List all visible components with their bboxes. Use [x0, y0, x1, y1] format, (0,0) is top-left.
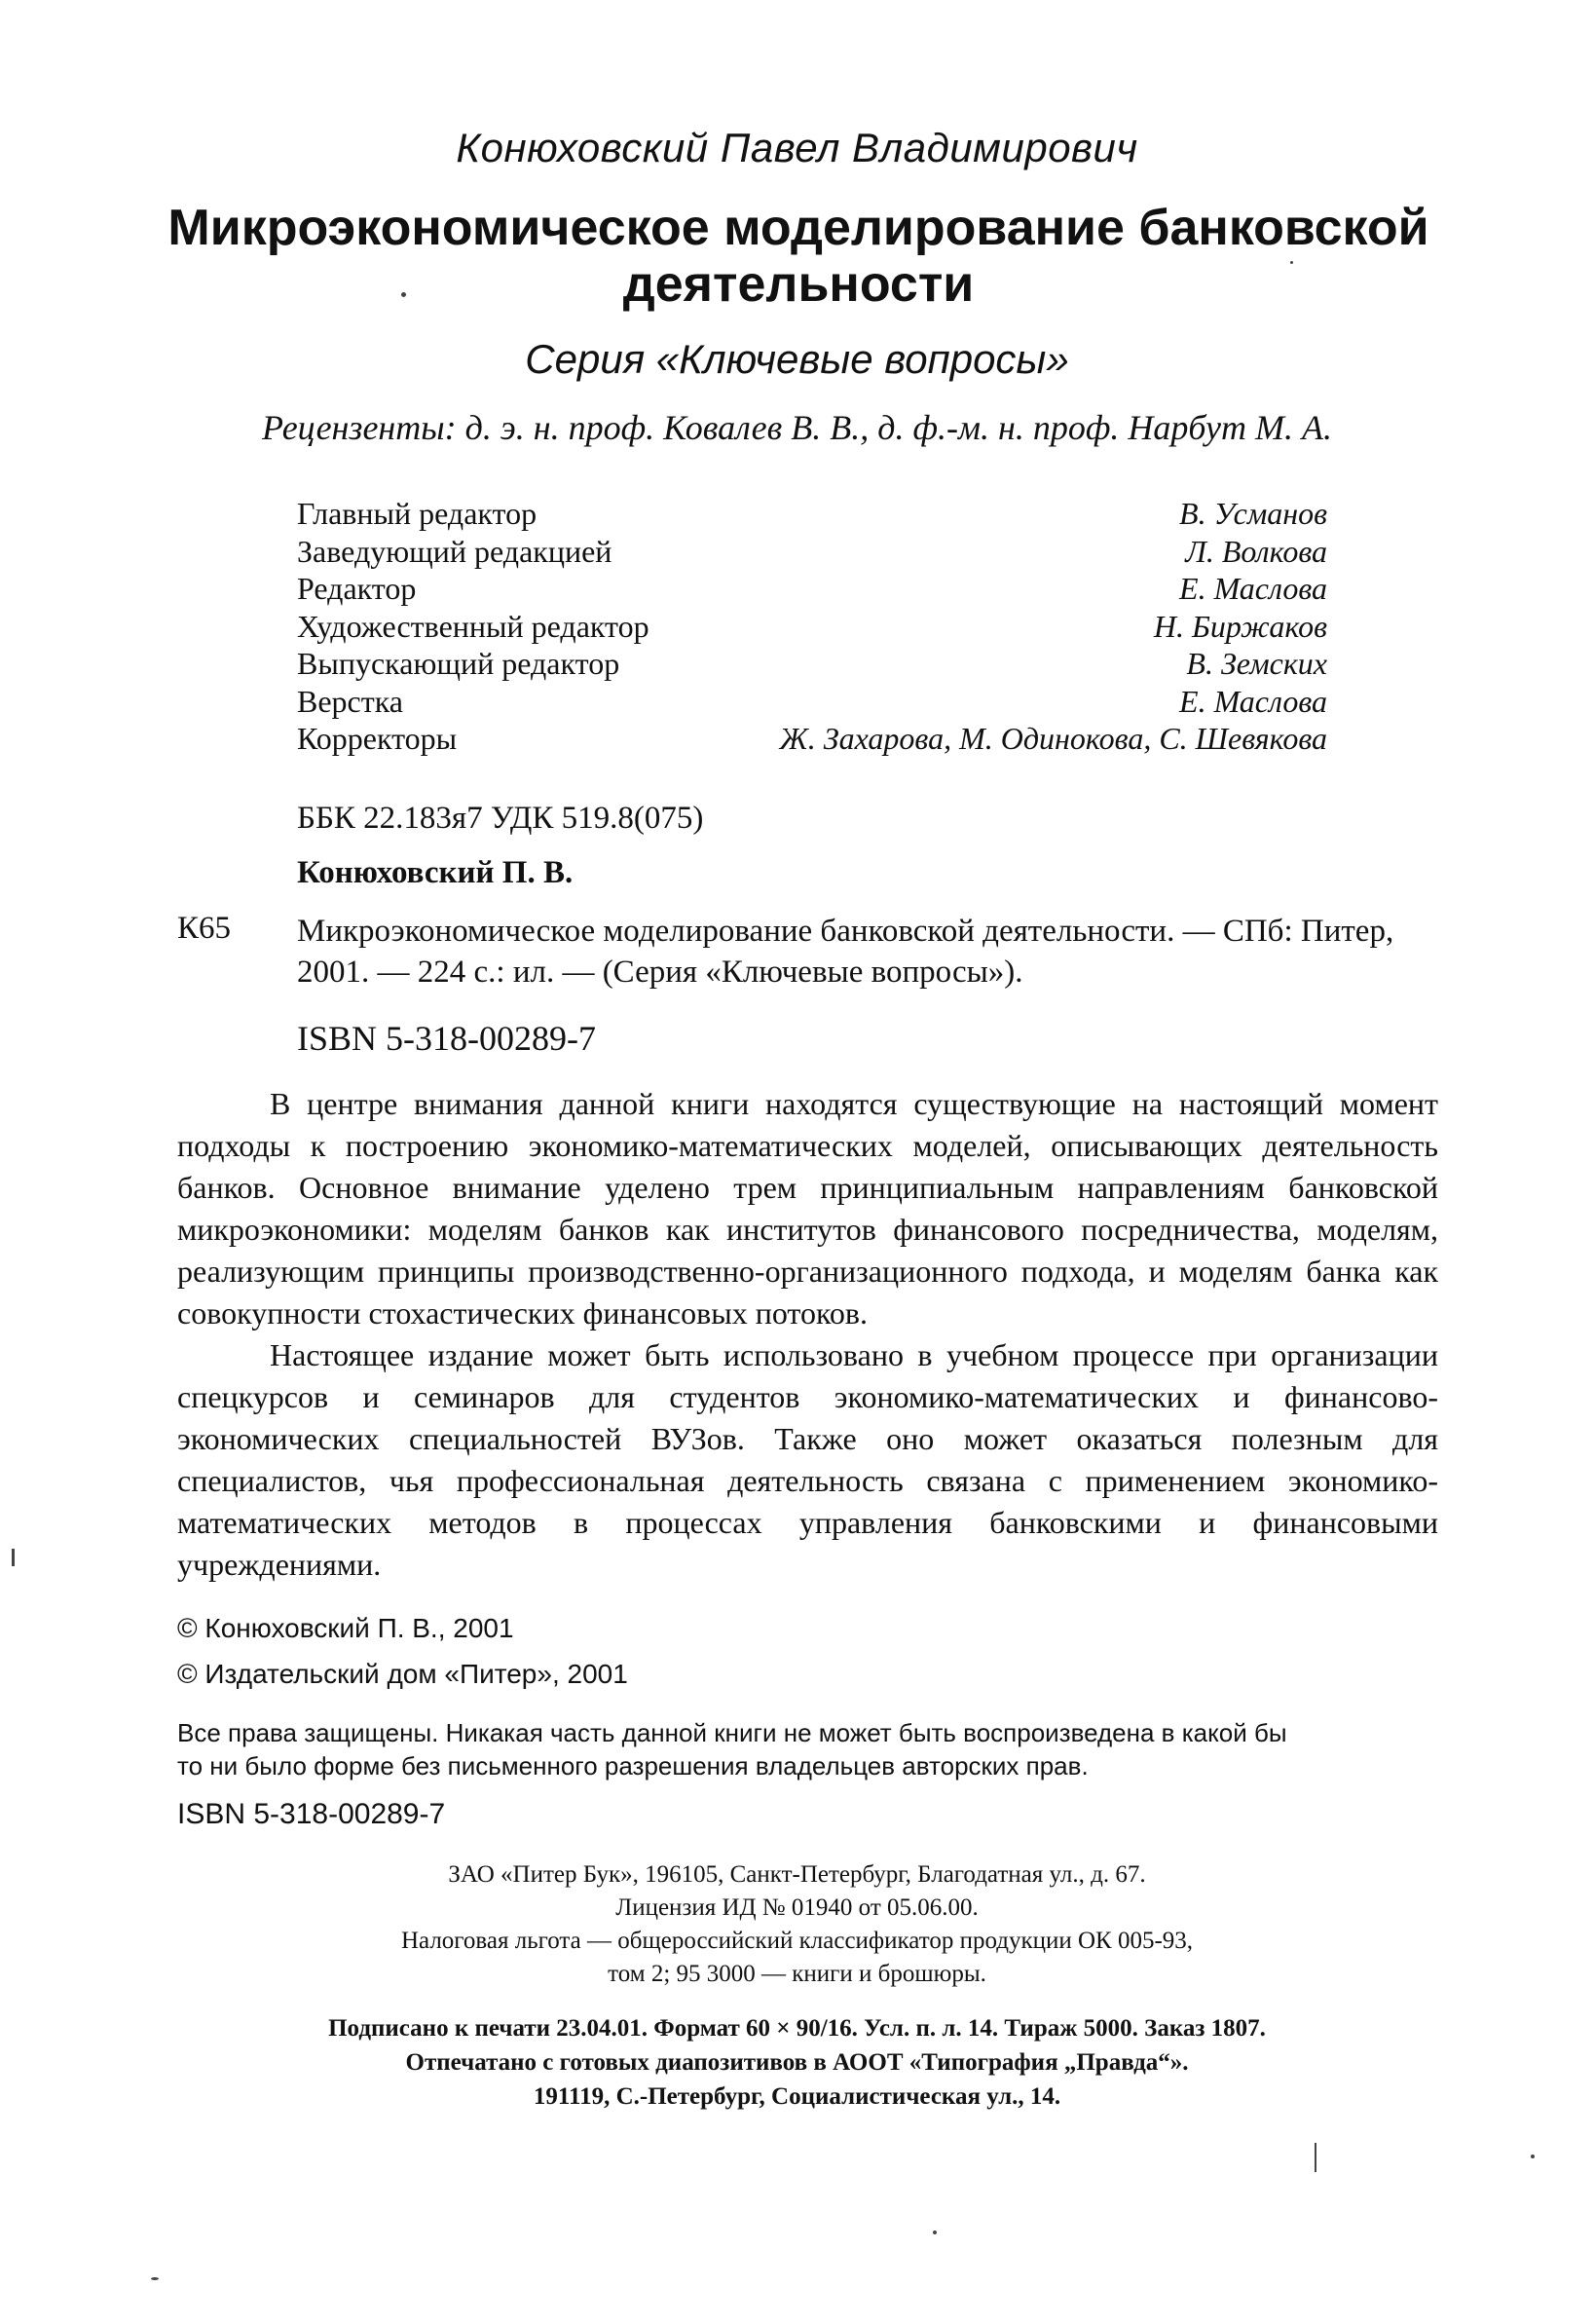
- publisher-line: Налоговая льгота — общероссийский классификатор продукции ОК 005-93,: [400, 1928, 1194, 1954]
- publisher-line: том 2; 95 3000 — книги и брошюры.: [608, 1961, 986, 1987]
- credit-row: [297, 683, 1327, 721]
- rights-line: то ни было форме без письменного разрешения владельцев авторских прав.: [177, 1751, 1089, 1780]
- abstract-paragraph: Настоящее издание может быть использовано в учебном процессе при организации спецкурсов и семинаров для студентов экономико-математических и финансово-экономических специальностей ВУЗов. Также оно может оказаться полезным для специалистов, чья профессиональная деятельность связана с применением экономико-математических методов в процессах управления банковскими и финансовыми учреждениями.: [177, 1337, 1438, 1582]
- credit-role: Заведующий редакцией: [297, 533, 612, 569]
- credit-name: Е. Маслова: [1179, 683, 1327, 719]
- print-info: [0, 2011, 1594, 2114]
- scan-speck: [1290, 261, 1293, 264]
- credit-role: Редактор: [297, 571, 417, 606]
- scan-speck: [151, 2277, 159, 2280]
- print-line: 191119, С.-Петербург, Социалистическая ул., 14.: [533, 2083, 1061, 2110]
- publisher-info: [0, 1858, 1594, 1991]
- editorial-credits: [297, 495, 1327, 758]
- credit-name: В. Земских: [1186, 646, 1327, 681]
- credit-name: Н. Биржаков: [1153, 608, 1327, 644]
- author-full-name: Конюховский Павел Владимирович: [456, 125, 1138, 170]
- abstract-paragraph: В центре внимания данной книги находятся существующие на настоящий момент подходы к построению экономико-математических моделей, описывающих деятельность банков. Основное внимание уделено трем принципиальным направлениям банковской микроэкономики: моделям банков как институтов финансового посредничества, моделям, реализующим принципы производственно-организационного подхода, и моделям банка как совокупности стохастических финансовых потоков.: [177, 1086, 1438, 1331]
- isbn: ISBN 5-318-00289-7: [297, 1019, 596, 1058]
- publisher-line: Лицензия ИД № 01940 от 05.06.00.: [615, 1894, 979, 1921]
- credit-row: [297, 645, 1327, 683]
- bbk-udk-code: ББК 22.183я7 УДК 519.8(075): [297, 801, 704, 836]
- credit-role: Выпускающий редактор: [297, 646, 620, 681]
- print-line: Отпечатано с готовых диапозитивов в АООТ «Типография „Правда“».: [405, 2049, 1189, 2076]
- author-short-name: Конюховский П. В.: [297, 855, 574, 890]
- credit-row: [297, 720, 1327, 758]
- copyright-publisher: © Издательский дом «Питер», 2001: [177, 1659, 628, 1689]
- credit-role: Художественный редактор: [297, 608, 649, 644]
- catalog-code: К65: [177, 911, 232, 946]
- series-name: Серия «Ключевые вопросы»: [525, 336, 1069, 382]
- scan-speck: [933, 2230, 937, 2234]
- rights-line: Все права защищены. Никакая часть данной книги не может быть воспроизведена в какой бы: [177, 1718, 1287, 1747]
- credit-row: [297, 495, 1327, 533]
- abstract: [177, 1083, 1438, 1586]
- credit-role: Главный редактор: [297, 496, 538, 531]
- scan-speck: [1315, 2143, 1316, 2172]
- credit-name: Л. Волкова: [1185, 533, 1327, 569]
- credit-row: [297, 608, 1327, 646]
- catalog-entry: Микроэкономическое моделирование банковской деятельности. — СПб: Питер, 2001. — 224 с.: ил. — (Серия «Ключевые вопросы»).: [297, 914, 1394, 990]
- scan-speck: [401, 292, 406, 297]
- credit-role: Корректоры: [297, 721, 458, 756]
- credit-name: В. Усманов: [1179, 496, 1327, 531]
- isbn-repeat: ISBN 5-318-00289-7: [177, 1798, 446, 1830]
- reviewers-line: Рецензенты: д. э. н. проф. Ковалев В. В., д. ф.-м. н. проф. Нарбут М. А.: [262, 408, 1332, 447]
- publisher-line: ЗАО «Питер Бук», 196105, Санкт-Петербург, Благодатная ул., д. 67.: [448, 1861, 1146, 1888]
- print-line: Подписано к печати 23.04.01. Формат 60 × 90/16. Усл. п. л. 14. Тираж 5000. Заказ 1807.: [328, 2015, 1266, 2042]
- copyright-author: © Конюховский П. В., 2001: [177, 1613, 514, 1643]
- book-title: Микроэкономическое моделирование банковской деятельности: [167, 200, 1429, 313]
- credit-row: [297, 570, 1327, 608]
- copyright-block: [177, 1605, 628, 1697]
- credit-name: Е. Маслова: [1179, 571, 1327, 606]
- credit-row: [297, 533, 1327, 571]
- rights-notice: [177, 1716, 1443, 1782]
- scan-speck: [12, 1549, 15, 1566]
- credit-name: Ж. Захарова, М. Одинокова, С. Шевякова: [779, 721, 1327, 756]
- credit-role: Верстка: [297, 683, 403, 719]
- scan-speck: [1531, 2155, 1535, 2158]
